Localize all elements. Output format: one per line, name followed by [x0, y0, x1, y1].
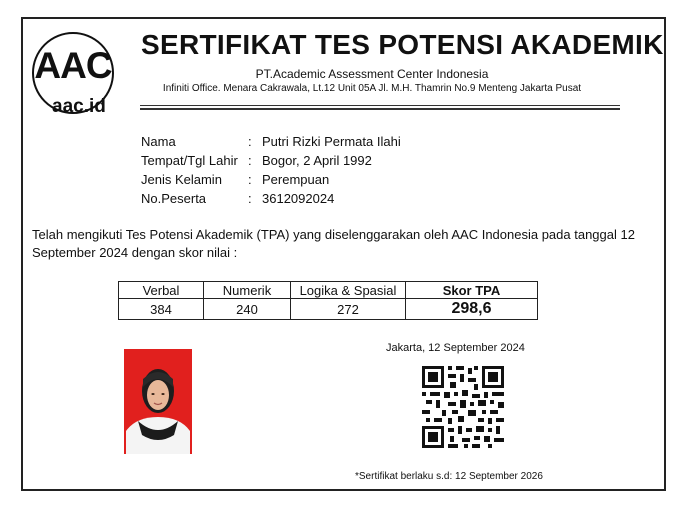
photo-portrait	[124, 349, 192, 454]
participant-info	[141, 134, 401, 210]
number-value: 3612092024	[262, 191, 335, 206]
score-header-row	[119, 282, 538, 299]
colon: :	[248, 153, 252, 168]
certificate-statement: Telah mengikuti Tes Potensi Akademik (TPA) yang diselenggarakan oleh AAC Indonesia pada tanggal 12 September 2024 dengan skor nilai :	[32, 227, 635, 260]
colon: :	[248, 172, 252, 187]
info-row-name	[141, 134, 401, 153]
birth-value: Bogor, 2 April 1992	[262, 153, 372, 168]
participant-photo	[124, 349, 192, 454]
value-verbal: 384	[119, 299, 204, 320]
number-label: No.Peserta	[141, 191, 207, 206]
organization-address: Infiniti Office. Menara Cakrawala, Lt.12 Unit 05A Jl. M.H. Thamrin No.9 Menteng Jakarta Pusat	[162, 83, 582, 94]
issue-date: Jakarta, 12 September 2024	[386, 342, 525, 354]
info-row-number	[141, 191, 401, 210]
header-divider-thin	[140, 105, 620, 106]
colon: :	[248, 134, 252, 149]
colon: :	[248, 191, 252, 206]
header-skor-tpa: Skor TPA	[406, 282, 538, 299]
birth-label: Tempat/Tgl Lahir	[141, 153, 238, 168]
header-verbal: Verbal	[119, 282, 204, 299]
header-numerik: Numerik	[204, 282, 291, 299]
organization-name: PT.Academic Assessment Center Indonesia	[255, 67, 489, 81]
name-value: Putri Rizki Permata Ilahi	[262, 134, 401, 149]
qr-code-icon	[422, 366, 504, 448]
certificate-title: SERTIFIKAT TES POTENSI AKADEMIK	[141, 29, 664, 60]
value-numerik: 240	[204, 299, 291, 320]
header-divider-thick	[140, 108, 620, 110]
header-logika-spasial: Logika & Spasial	[291, 282, 406, 299]
score-table	[118, 281, 538, 320]
logo-mark: AAC	[34, 45, 112, 86]
info-row-birth	[141, 153, 401, 172]
name-label: Nama	[141, 134, 176, 149]
gender-value: Perempuan	[262, 172, 330, 187]
info-row-gender	[141, 172, 401, 191]
value-skor-tpa: 298,6	[406, 299, 538, 320]
score-value-row	[119, 299, 538, 320]
logo-site: aac.id	[52, 96, 106, 117]
validity-note: *Sertifikat berlaku s.d: 12 September 2026	[355, 471, 543, 482]
gender-label: Jenis Kelamin	[141, 172, 222, 187]
value-logika-spasial: 272	[291, 299, 406, 320]
